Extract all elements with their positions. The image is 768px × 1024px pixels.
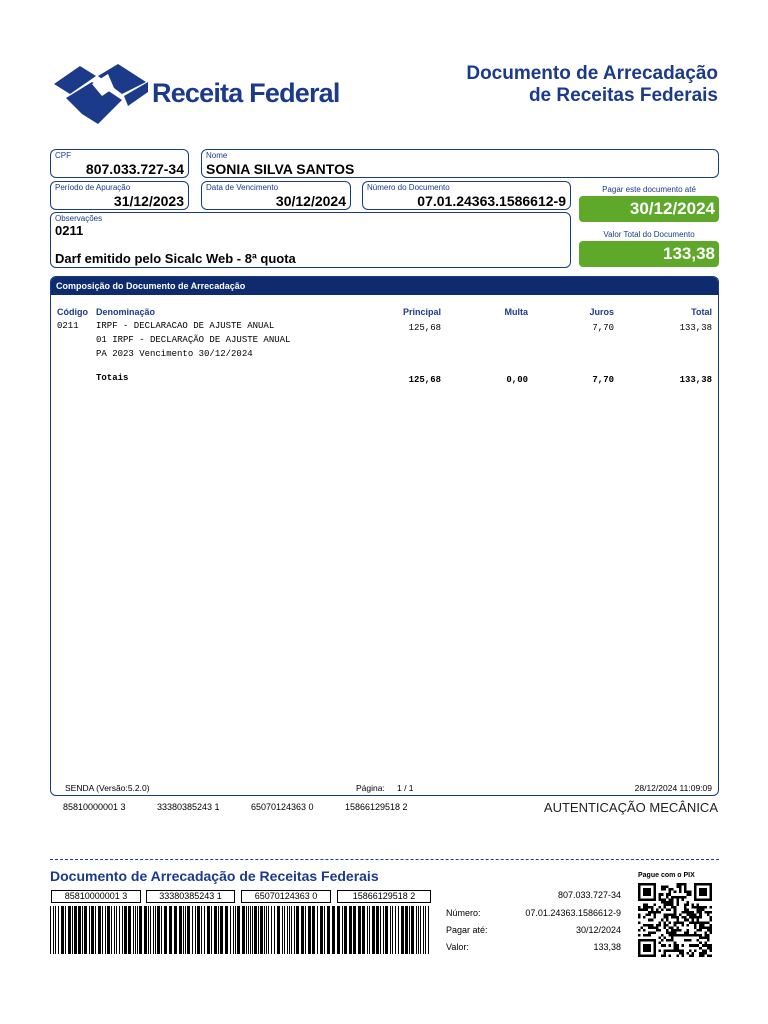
row-principal: 125,68 [408, 323, 441, 333]
code-block-4: 15866129518 2 [345, 802, 408, 812]
observacoes-field [50, 212, 571, 268]
slip-code-4: 15866129518 2 [337, 890, 431, 903]
row-denominacao-line2: 01 IRPF - DECLARAÇÃO DE AJUSTE ANUAL [96, 335, 291, 345]
slip-numero: 07.01.24363.1586612-9 [525, 908, 621, 918]
slip-valor: 133,38 [593, 942, 621, 952]
totals-principal: 125,68 [408, 375, 441, 385]
periodo-value: 31/12/2023 [113, 193, 184, 209]
col-principal-header: Principal [402, 307, 441, 317]
cpf-label: CPF [55, 151, 71, 160]
nome-field [201, 149, 719, 178]
emission-timestamp: 28/12/2024 11:09:09 [634, 783, 712, 793]
totals-label: Totais [96, 373, 129, 383]
code-block-3: 65070124363 0 [251, 802, 314, 812]
valor-total-value: 133,38 [579, 241, 719, 267]
row-denominacao-line3: PA 2023 Vencimento 30/12/2024 [96, 349, 253, 359]
composition-title: Composição do Documento de Arrecadação [51, 277, 718, 295]
row-juros: 7,70 [592, 323, 614, 333]
system-version: SENDA (Versão:5.2.0) [65, 783, 150, 793]
document-title [466, 63, 718, 107]
observacoes-note: Darf emitido pelo Sicalc Web - 8ª quota [55, 251, 296, 266]
composition-panel [50, 276, 719, 796]
barcode [50, 906, 433, 954]
cpf-field [50, 149, 189, 178]
slip-title: Documento de Arrecadação de Receitas Federais [50, 868, 379, 884]
row-denominacao-line1: IRPF - DECLARACAO DE AJUSTE ANUAL [96, 321, 275, 331]
col-multa-header: Multa [504, 307, 528, 317]
cpf-value: 807.033.727-34 [85, 161, 184, 177]
valor-total-label: Valor Total do Documento [603, 230, 695, 239]
vencimento-value: 30/12/2024 [275, 193, 346, 209]
code-block-2: 33380385243 1 [157, 802, 220, 812]
numero-label: Número do Documento [367, 183, 450, 192]
nome-label: Nome [206, 151, 228, 160]
observacoes-label: Observações [55, 214, 103, 223]
slip-pagar-label: Pagar até: [446, 925, 488, 935]
document-title-line2: de Receitas Federais [528, 85, 718, 106]
col-codigo-header: Código [57, 307, 88, 317]
observacoes-value: 0211 [55, 223, 84, 238]
periodo-label: Período de Apuração [55, 183, 131, 192]
page-label: Página: [356, 783, 385, 793]
slip-valor-label: Valor: [446, 942, 469, 952]
numero-field [362, 181, 571, 210]
totals-multa: 0,00 [506, 375, 528, 385]
slip-code-2: 33380385243 1 [146, 890, 235, 903]
page-value: 1 / 1 [397, 783, 414, 793]
totals-total: 133,38 [679, 375, 712, 385]
mechanical-authentication: AUTENTICAÇÃO MECÂNICA [543, 800, 718, 815]
receita-federal-logo [52, 62, 152, 128]
logo-text: Receita Federal [152, 78, 340, 108]
pix-qr-code[interactable] [638, 883, 712, 957]
vencimento-field [201, 181, 351, 210]
numero-value: 07.01.24363.1586612-9 [417, 193, 566, 209]
nome-value: SONIA SILVA SANTOS [206, 161, 355, 177]
vencimento-label: Data de Vencimento [206, 183, 279, 192]
slip-cpf: 807.033.727-34 [557, 890, 621, 900]
pagar-ate-label: Pagar este documento até [602, 185, 696, 194]
slip-pagar: 30/12/2024 [575, 925, 621, 935]
pagar-ate-value: 30/12/2024 [579, 196, 719, 222]
slip-numero-label: Número: [446, 908, 481, 918]
periodo-field [50, 181, 189, 210]
slip-code-1: 85810000001 3 [51, 890, 141, 903]
row-codigo: 0211 [57, 321, 79, 331]
document-title-line1: Documento de Arrecadação [466, 63, 718, 84]
col-denominacao-header: Denominação [96, 307, 156, 317]
slip-code-3: 65070124363 0 [241, 890, 331, 903]
totals-juros: 7,70 [592, 375, 614, 385]
code-block-1: 85810000001 3 [63, 802, 126, 812]
row-total: 133,38 [679, 323, 712, 333]
cut-line [50, 859, 719, 860]
pix-label: Pague com o PIX [638, 872, 695, 879]
col-juros-header: Juros [589, 307, 614, 317]
col-total-header: Total [691, 307, 712, 317]
